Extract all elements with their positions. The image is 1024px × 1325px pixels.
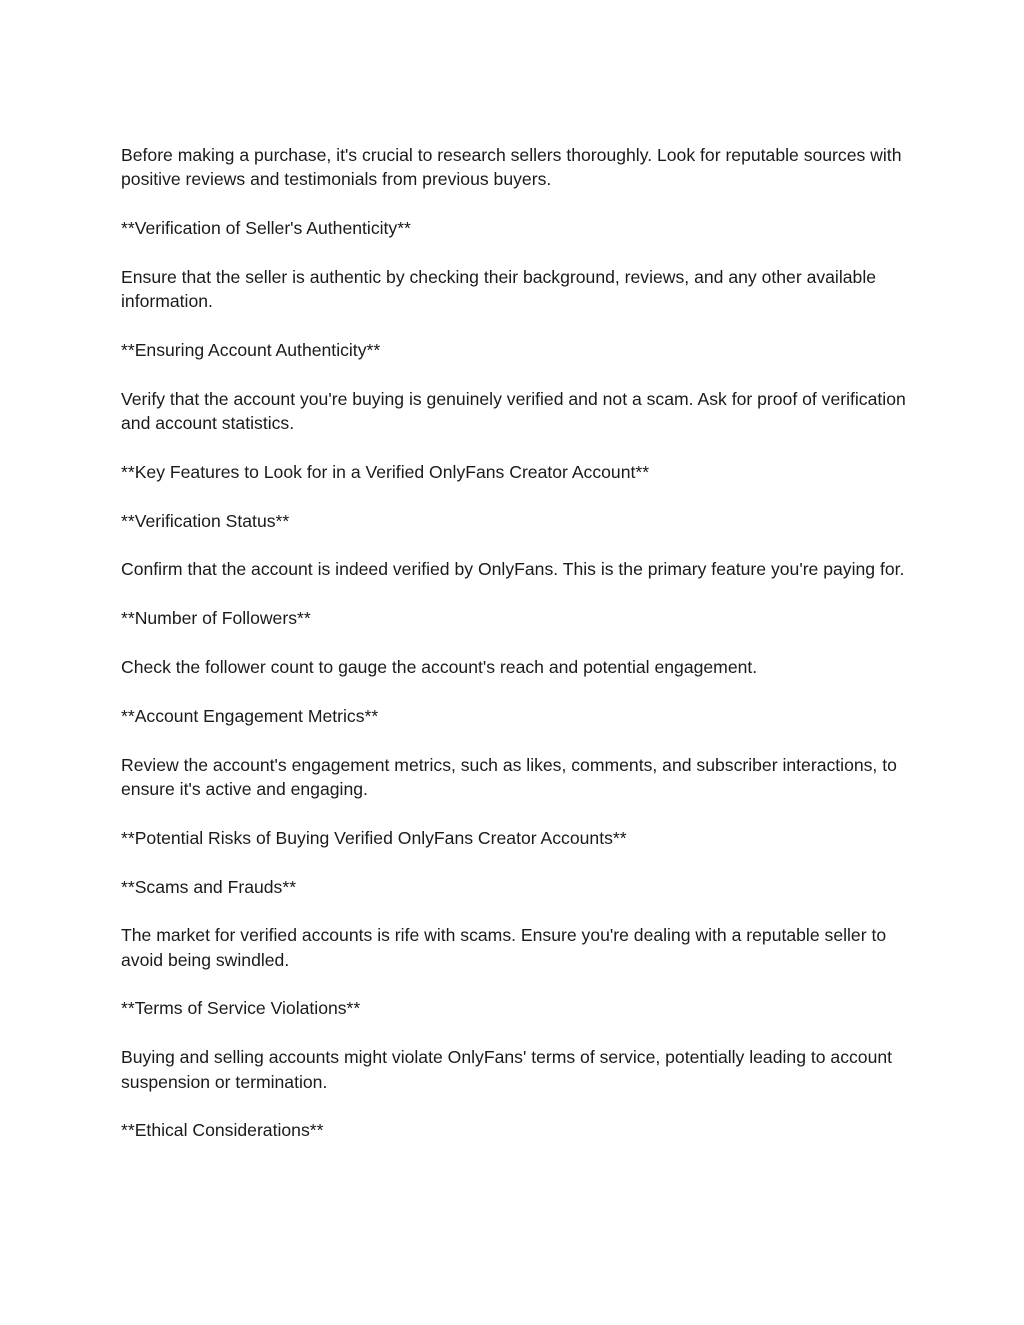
paragraph-account-authenticity: Verify that the account you're buying is genuinely verified and not a scam. Ask for proof of verification and account statistics. <box>121 388 906 434</box>
heading-engagement-metrics: **Account Engagement Metrics** <box>121 705 379 726</box>
heading-seller-authenticity: **Verification of Seller's Authenticity** <box>121 218 411 239</box>
paragraph-seller-authenticity: Ensure that the seller is authentic by checking their background, reviews, and any other available information. <box>121 266 877 312</box>
paragraph-scams-and-frauds: The market for verified accounts is rife with scams. Ensure you're dealing with a reputable seller to avoid being swindled. <box>121 925 887 970</box>
heading-key-features: **Key Features to Look for in a Verified OnlyFans Creator Account** <box>121 461 650 482</box>
heading-scams-and-frauds: **Scams and Frauds** <box>121 876 297 897</box>
document-body <box>121 143 911 1167</box>
heading-account-authenticity: **Ensuring Account Authenticity** <box>121 339 381 360</box>
paragraph-number-of-followers: Check the follower count to gauge the account's reach and potential engagement. <box>121 657 758 678</box>
paragraph-verification-status: Confirm that the account is indeed verified by OnlyFans. This is the primary feature you're paying for. <box>121 559 905 580</box>
paragraph-intro: Before making a purchase, it's crucial to research sellers thoroughly. Look for reputable sources with positive reviews and testimonials from previous buyers. <box>121 145 902 190</box>
heading-verification-status: **Verification Status** <box>121 510 290 531</box>
paragraph-engagement-metrics: Review the account's engagement metrics, such as likes, comments, and subscriber interactions, to ensure it's active and engaging. <box>121 754 897 799</box>
heading-tos-violations: **Terms of Service Violations** <box>121 998 361 1019</box>
heading-number-of-followers: **Number of Followers** <box>121 608 311 629</box>
heading-potential-risks: **Potential Risks of Buying Verified OnlyFans Creator Accounts** <box>121 827 627 848</box>
paragraph-tos-violations: Buying and selling accounts might violate OnlyFans' terms of service, potentially leading to account suspension or termination. <box>121 1047 893 1092</box>
heading-ethical-considerations: **Ethical Considerations** <box>121 1120 324 1141</box>
